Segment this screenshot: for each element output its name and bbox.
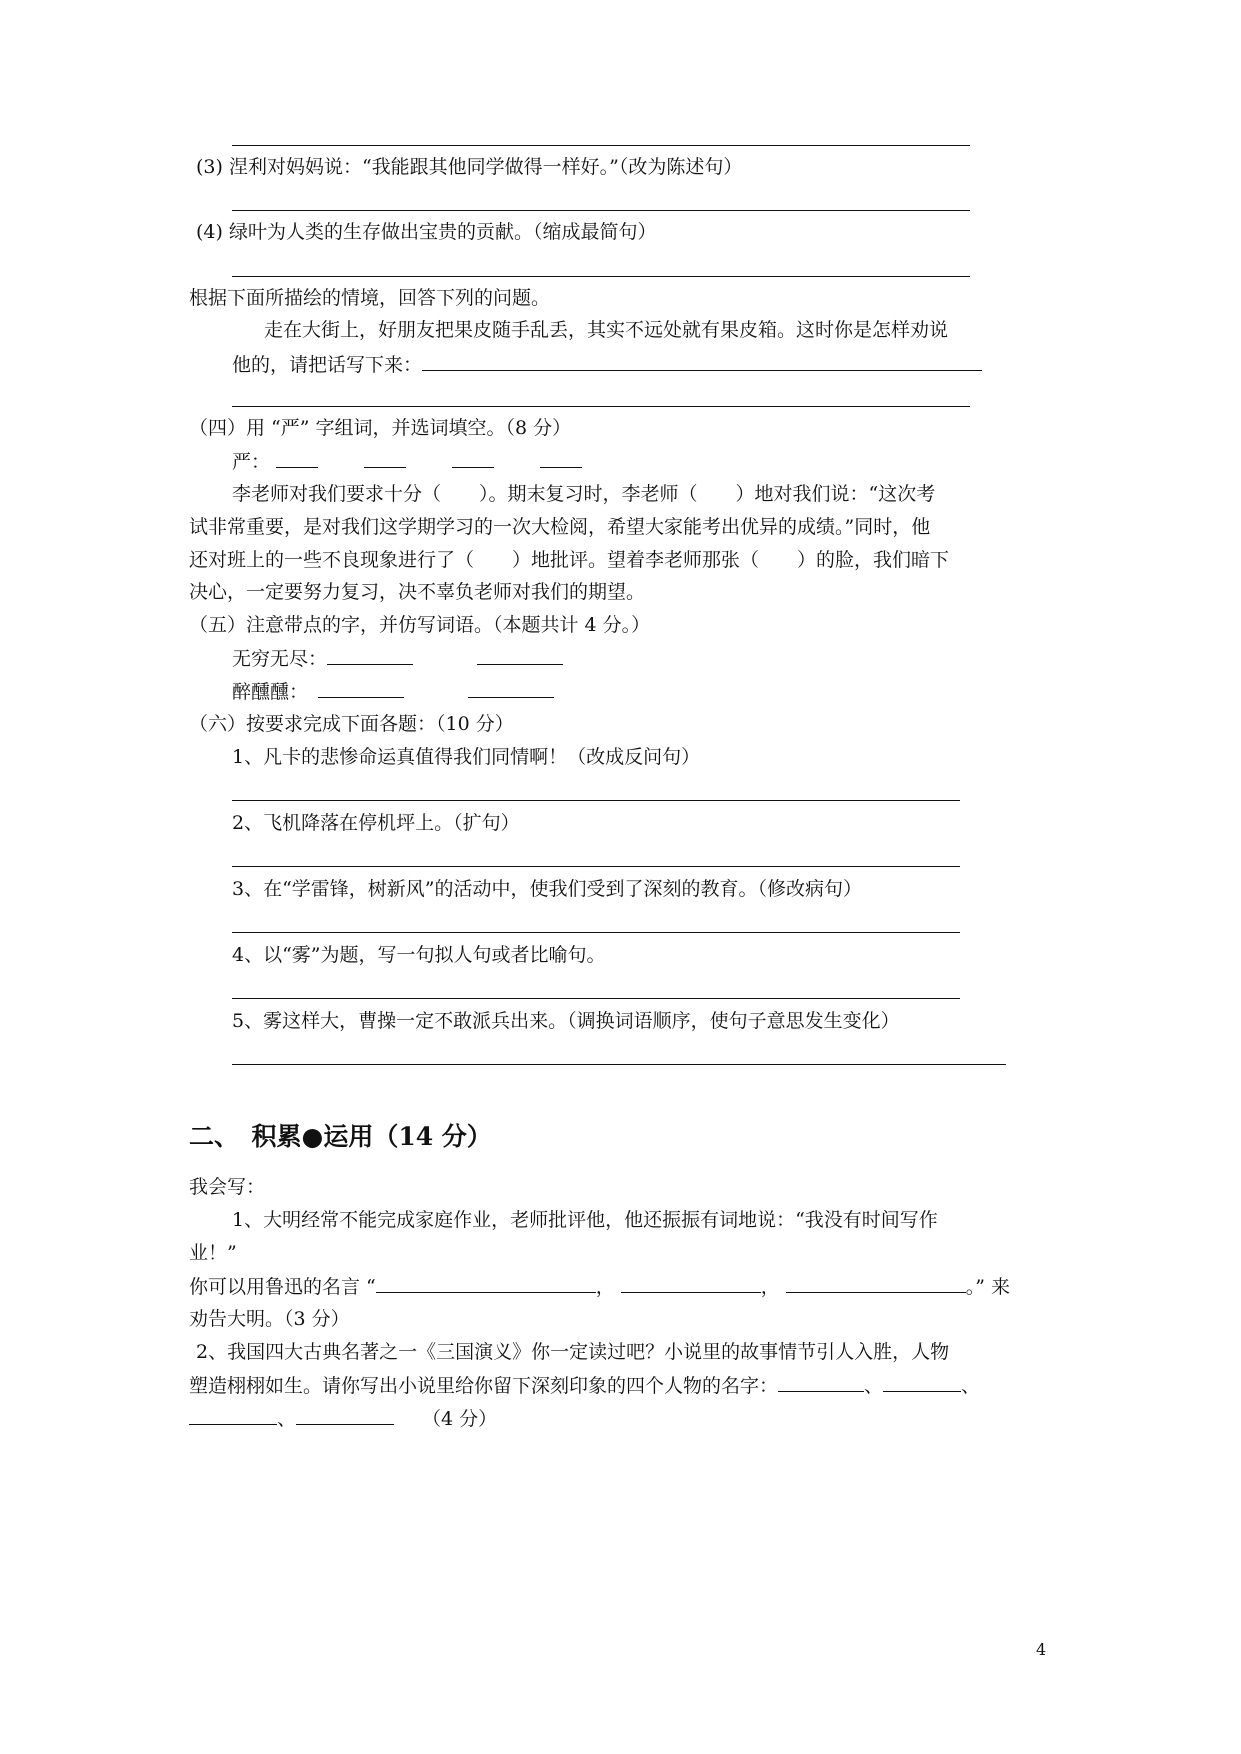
- imitate-row-1: [232, 646, 563, 671]
- s6-question-4: 4、以“雾”为题，写一句拟人句或者比喻句。: [232, 944, 606, 966]
- question-4: (4) 绿叶为人类的生存做出宝贵的贡献。（缩成最简句）: [196, 221, 657, 243]
- p2-q2-line-3: [189, 1406, 497, 1431]
- answer-line[interactable]: [232, 866, 960, 867]
- page-number: 4: [1036, 1640, 1047, 1659]
- name-blank[interactable]: [296, 1406, 394, 1425]
- imitate-blank[interactable]: [477, 646, 563, 665]
- part-2-heading: 二、 积累●运用（14 分）: [189, 1122, 492, 1151]
- quote-close: 。” 来: [965, 1276, 1011, 1298]
- comma: ，: [595, 1276, 615, 1298]
- p2-q1-line-2: 业！”: [189, 1242, 237, 1264]
- yan-label: 严：: [232, 451, 271, 473]
- name-blank[interactable]: [778, 1373, 864, 1392]
- quote-blank[interactable]: [786, 1274, 966, 1293]
- comma: ，: [760, 1276, 780, 1298]
- quote-blank[interactable]: [621, 1274, 761, 1293]
- answer-line[interactable]: [232, 800, 960, 801]
- answer-line[interactable]: [232, 145, 970, 146]
- p2-q2-line-2: [189, 1373, 980, 1398]
- answer-line[interactable]: [232, 1064, 1006, 1065]
- scene-line-1: 走在大街上，好朋友把果皮随手乱丢，其实不远处就有果皮箱。这时你是怎样劝说: [264, 319, 949, 341]
- separator: 、: [864, 1375, 884, 1397]
- s6-question-3: 3、在“学雷锋，树新风”的活动中，使我们受到了深刻的教育。（修改病句）: [232, 878, 863, 900]
- quote-lead: 你可以用鲁迅的名言 “: [189, 1276, 376, 1298]
- answer-line[interactable]: [232, 998, 960, 999]
- answer-line[interactable]: [232, 276, 970, 277]
- s6-question-5: 5、雾这样大，曹操一定不敢派兵出来。（调换词语顺序，使句子意思发生变化）: [232, 1010, 900, 1032]
- section-4-title: （四）用 “严” 字组词，并选词填空。（8 分）: [189, 417, 572, 439]
- scene-line-2: [232, 352, 982, 377]
- imitate-word-2: 醉醺醺：: [232, 681, 309, 703]
- yan-words-row: [232, 449, 582, 474]
- name-blank[interactable]: [189, 1406, 277, 1425]
- answer-line[interactable]: [232, 210, 970, 211]
- p2-q1-line-1: 1、大明经常不能完成家庭作业，老师批评他，他还振振有词地说：“我没有时间写作: [232, 1209, 938, 1231]
- section-4-para-1: 李老师对我们要求十分（ ）。期末复习时，李老师（ ）地对我们说：“这次考: [232, 483, 936, 505]
- imitate-row-2: [232, 679, 554, 704]
- name-blank[interactable]: [883, 1373, 961, 1392]
- word-blank[interactable]: [364, 449, 406, 468]
- section-5-title: （五）注意带点的字，并仿写词语。（本题共计 4 分。）: [189, 614, 651, 636]
- s6-question-2: 2、飞机降落在停机坪上。（扩句）: [232, 812, 520, 834]
- word-blank[interactable]: [452, 449, 494, 468]
- scene-prompt: 他的，请把话写下来：: [232, 354, 423, 376]
- q2-prompt: 塑造栩栩如生。请你写出小说里给你留下深刻印象的四个人物的名字：: [189, 1375, 779, 1397]
- section-4-para-4: 决心，一定要努力复习，决不辜负老师对我们的期望。: [189, 581, 646, 603]
- imitate-word-1: 无穷无尽：: [232, 648, 328, 670]
- question-3: (3) 涅利对妈妈说：“我能跟其他同学做得一样好。”（改为陈述句）: [196, 156, 743, 178]
- p2-q1-line-3: [189, 1274, 1010, 1299]
- p2-q2-line-1: 2、我国四大古典名著之一《三国演义》你一定读过吧？小说里的故事情节引人入胜，人物: [196, 1341, 950, 1363]
- quote-blank[interactable]: [376, 1274, 596, 1293]
- imitate-blank[interactable]: [327, 646, 413, 665]
- scene-intro: 根据下面所描绘的情境，回答下列的问题。: [189, 287, 551, 309]
- separator: 、: [961, 1375, 981, 1397]
- imitate-blank[interactable]: [318, 679, 404, 698]
- imitate-blank[interactable]: [468, 679, 554, 698]
- word-blank[interactable]: [540, 449, 582, 468]
- separator: 、: [277, 1408, 297, 1430]
- section-6-title: （六）按要求完成下面各题：（10 分）: [189, 713, 514, 735]
- section-4-para-3: 还对班上的一些不良现象进行了（ ）地批评。望着李老师那张（ ）的脸，我们暗下: [189, 549, 950, 571]
- s6-question-1: 1、凡卡的悲惨命运真值得我们同情啊！（改成反问句）: [232, 746, 701, 768]
- answer-line[interactable]: [232, 932, 960, 933]
- section-4-para-2: 试非常重要，是对我们这学期学习的一次大检阅，希望大家能考出优异的成绩。”同时，他: [189, 516, 931, 538]
- answer-line[interactable]: [232, 406, 970, 407]
- part-2-intro: 我会写：: [189, 1176, 266, 1198]
- p2-q1-line-4: 劝告大明。（3 分）: [189, 1308, 350, 1330]
- word-blank[interactable]: [276, 449, 318, 468]
- q2-score: （4 分）: [422, 1408, 498, 1430]
- answer-blank[interactable]: [422, 352, 982, 371]
